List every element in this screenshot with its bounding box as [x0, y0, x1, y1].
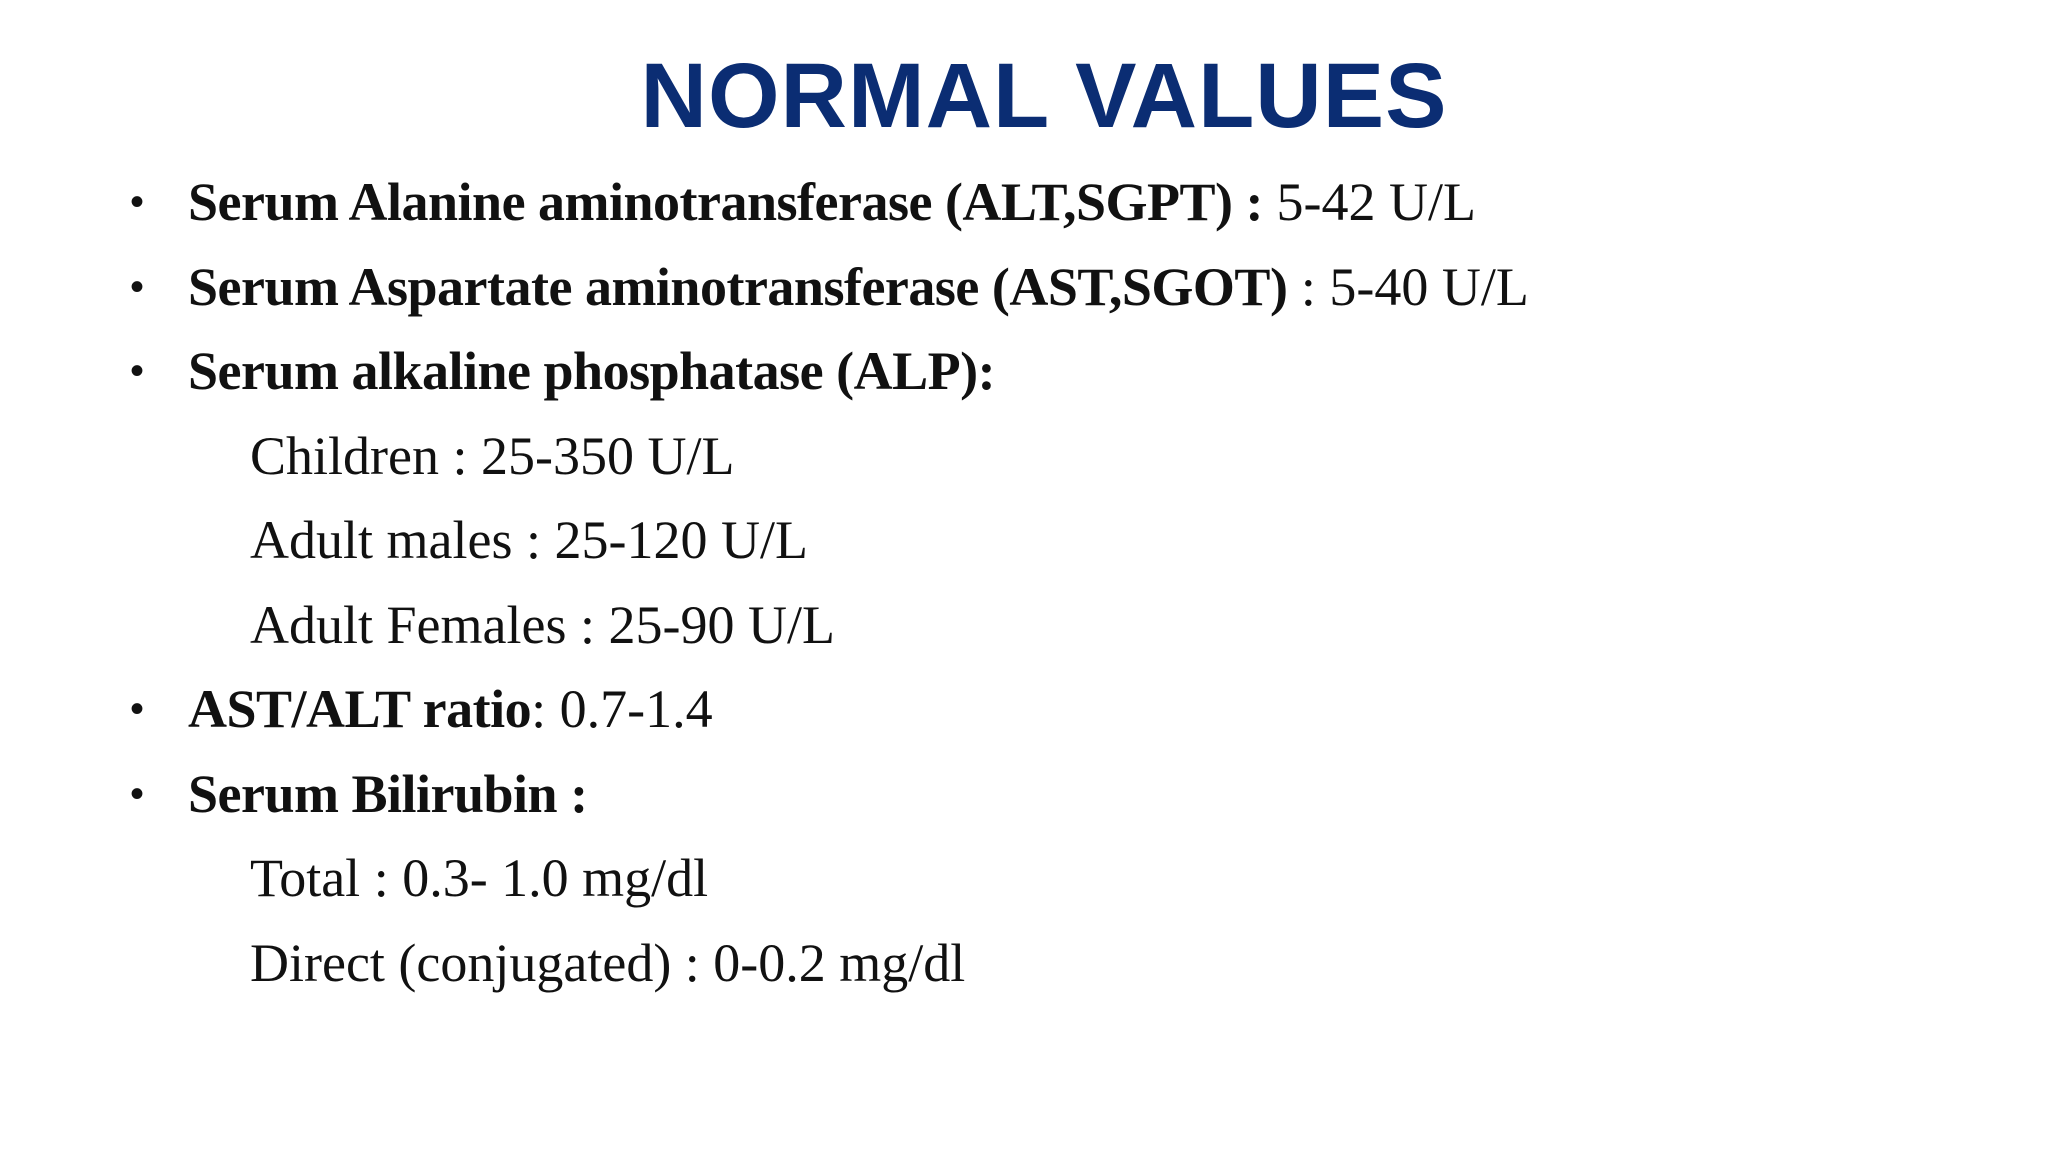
normal-values-list [128, 160, 1928, 1005]
list-item-bilirubin [128, 752, 1928, 837]
item-value: 5-42 U/L [1263, 172, 1476, 232]
item-label: Serum Aspartate aminotransferase (AST,SGOT) [188, 256, 1288, 317]
bullet-icon: • [130, 771, 145, 816]
bullet-icon: • [130, 349, 145, 393]
sub-item-direct-bilirubin: Direct (conjugated) : 0-0.2 mg/dl [250, 932, 966, 993]
sub-item-adult-females: Adult Females : 25-90 U/L [250, 594, 835, 655]
bullet-icon: • [130, 264, 145, 309]
item-label: Serum Bilirubin : [188, 763, 588, 824]
bullet-icon: • [130, 180, 145, 224]
bullet-icon: • [130, 687, 145, 731]
sub-item-total-bilirubin: Total : 0.3- 1.0 mg/dl [250, 848, 709, 908]
item-label: AST/ALT ratio [188, 679, 532, 739]
item-value: : 0.7-1.4 [531, 679, 713, 739]
slide-title: NORMAL VALUES [640, 45, 1448, 147]
list-item-ast [128, 245, 1928, 330]
sub-item-adult-males: Adult males : 25-120 U/L [250, 510, 808, 570]
item-label: Serum Alanine aminotransferase (ALT,SGPT) : [188, 172, 1264, 232]
sub-item-children: Children : 25-350 U/L [250, 425, 735, 486]
list-item-alt [128, 160, 1928, 245]
list-item-ast-alt-ratio [128, 667, 1928, 752]
list-item-alp [128, 329, 1928, 414]
item-label: Serum alkaline phosphatase (ALP): [188, 341, 996, 401]
item-value: : 5-40 U/L [1287, 256, 1529, 317]
